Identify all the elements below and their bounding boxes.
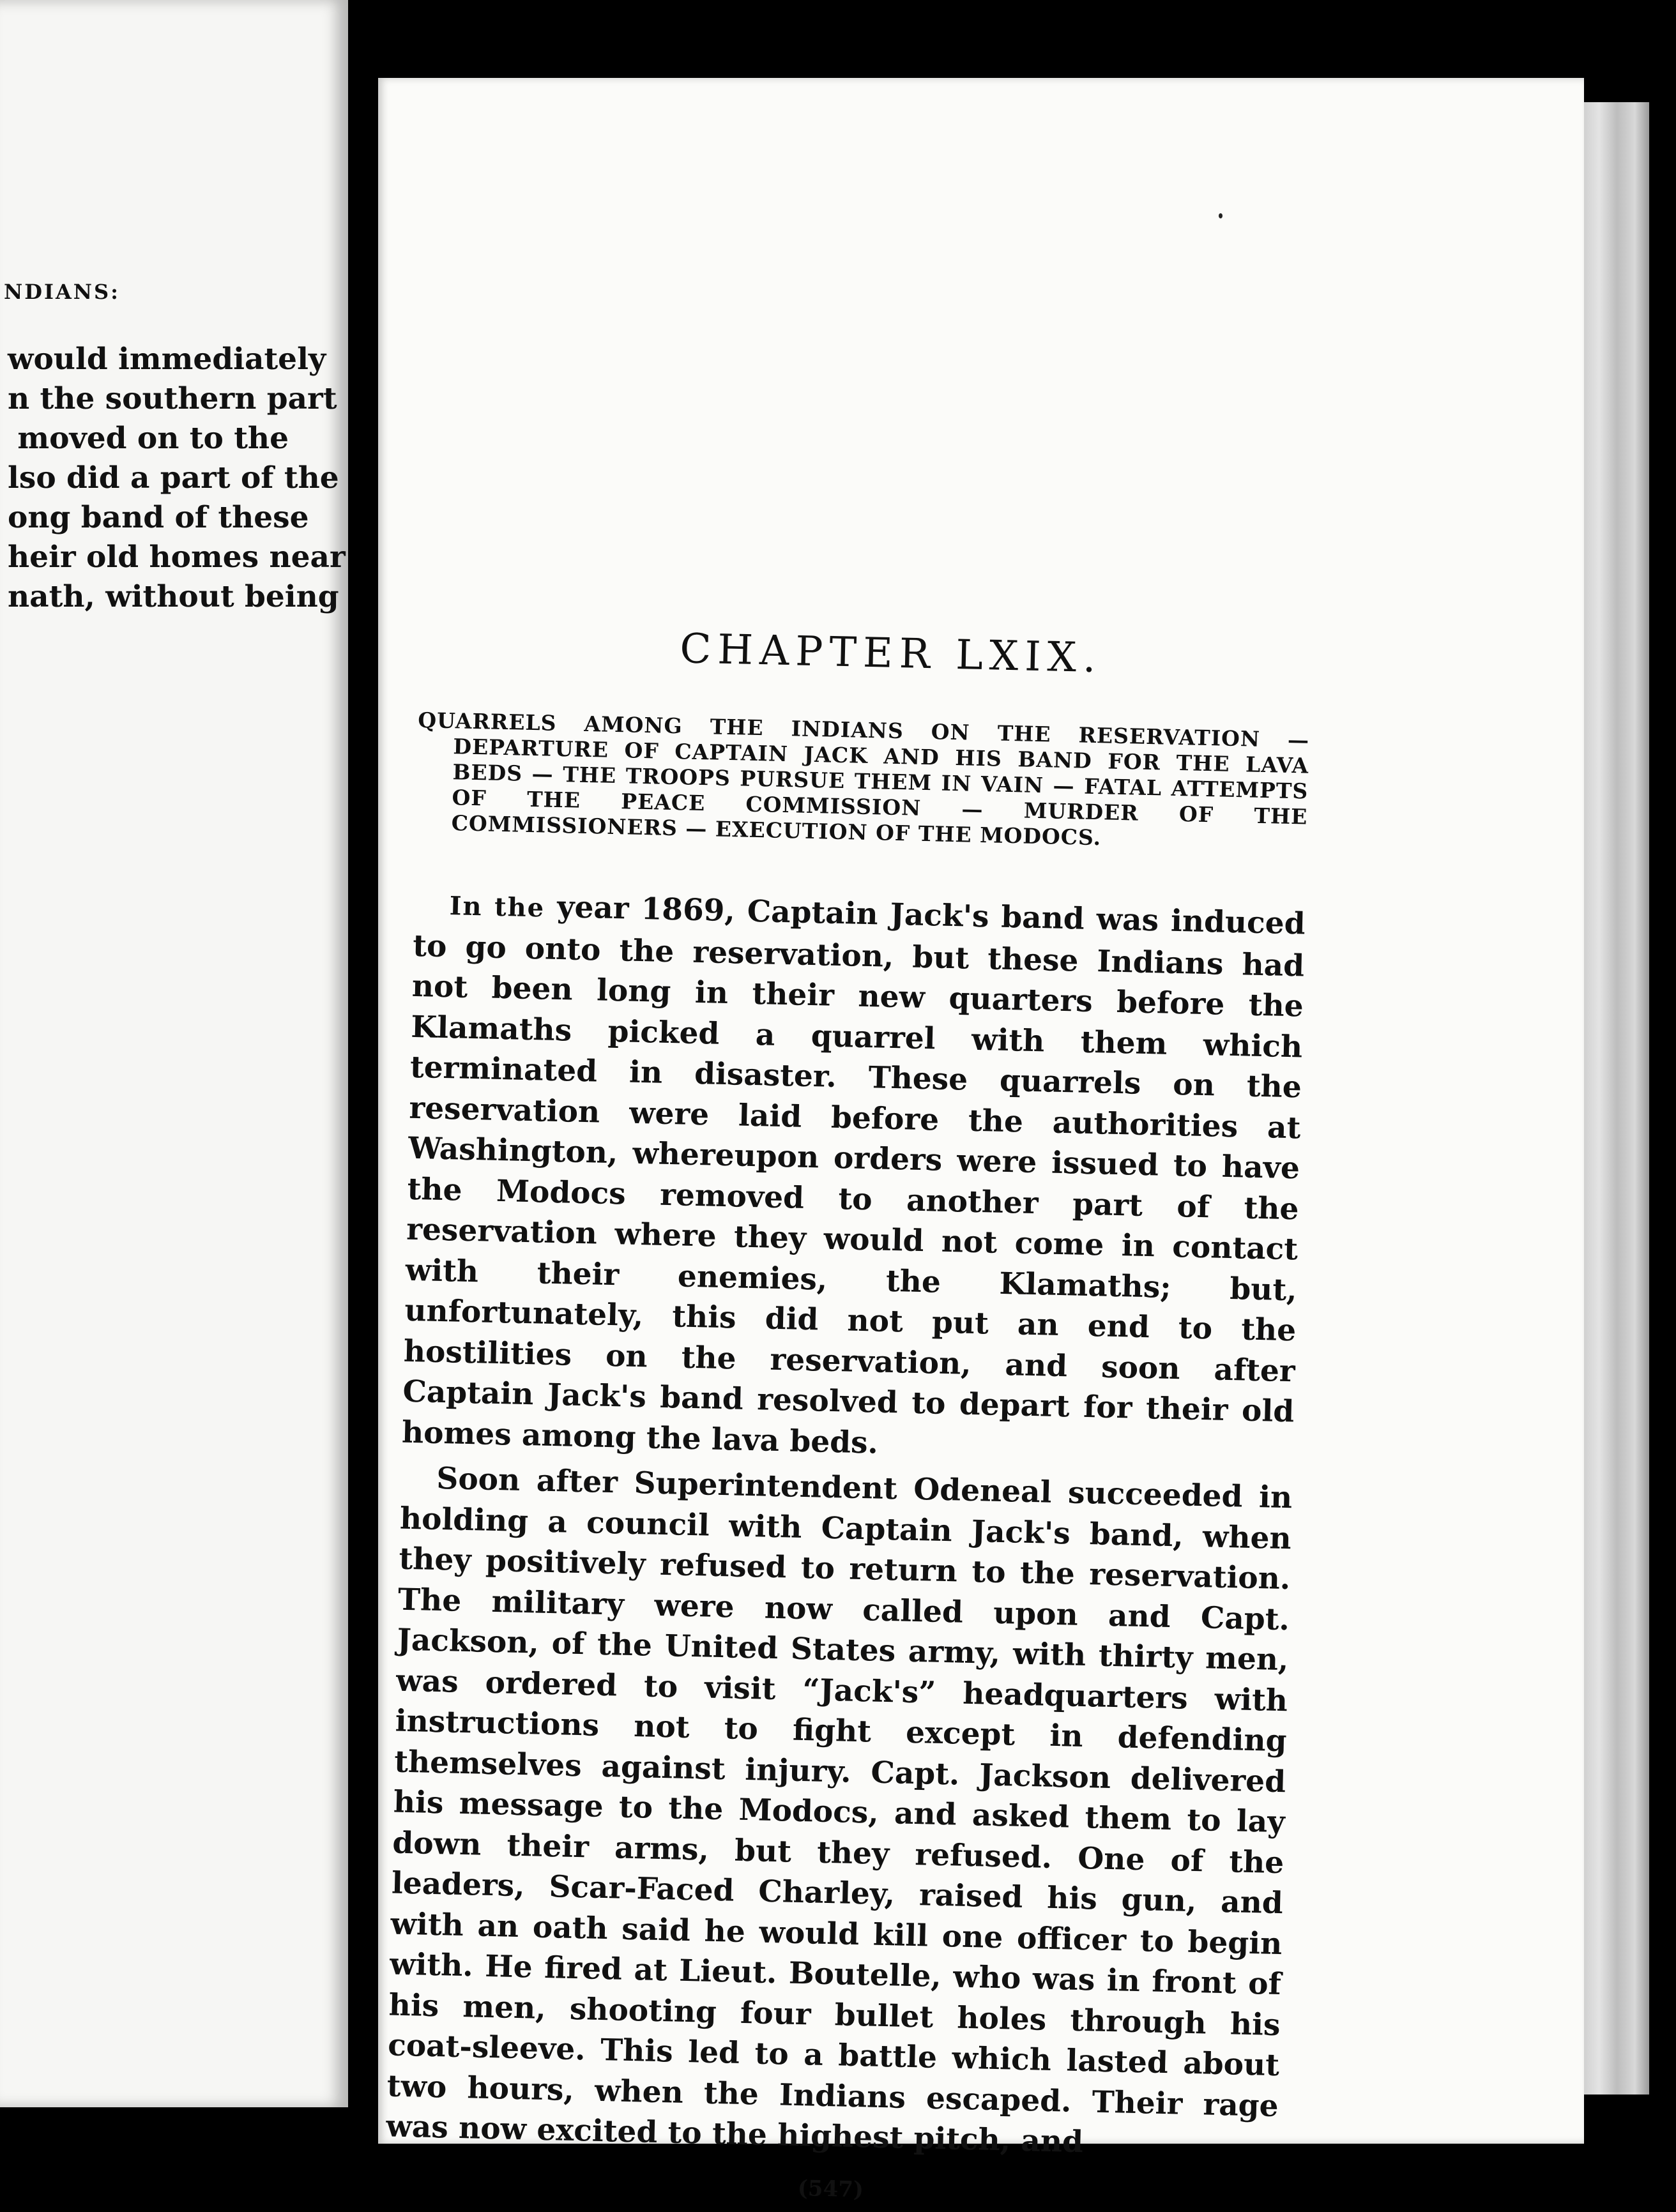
left-page	[0, 0, 348, 2107]
page-content	[385, 619, 1312, 2212]
page-stack-edge	[1578, 102, 1649, 2095]
left-page-text	[8, 340, 346, 617]
chapter-title: CHAPTER LXIX.	[679, 625, 1103, 683]
paragraph-lead-in: In the	[449, 891, 545, 923]
page-number: (547)	[797, 2175, 864, 2202]
left-text-line: ong band of these	[8, 500, 309, 535]
right-page	[378, 78, 1584, 2202]
left-running-header: NDIANS:	[4, 280, 120, 304]
left-text-line: heir old homes near	[8, 540, 346, 575]
body-paragraph	[401, 884, 1306, 1473]
left-text-line: moved on to the	[17, 421, 289, 456]
left-text-line: lso did a part of the	[8, 460, 339, 496]
chapter-summary: QUARRELS AMONG THE INDIANS ON THE RESERVATION — DEPARTURE OF CAPTAIN JACK AND HIS BAND FOR THE LAVA BEDS — THE TROOPS PURSUE THEM IN VAIN — FATAL ATTEMPTS OF THE PEACE COMMISSION — MURDER OF THE COMMISSIONERS — EXECUTION OF THE MODOCS.	[417, 707, 1310, 851]
left-text-line: n the southern part	[8, 381, 337, 416]
left-text-line: nath, without being	[8, 579, 339, 614]
paragraph-text: year 1869, Captain Jack's band was induced to go onto the reservation, but these Indians had not been long in their new quarters before the Klamaths picked a quarrel with them which terminated in disaster. These quarrels on the reservation were laid before the authorities at Washington, whereupon orders were issued to have the Modocs removed to another part of the reservation where they would not come in contact with their enemies, the Klamaths; but, unfortunately, this did not put an end to the hostilities on the reservation, and soon after Captain Jack's band resolved to depart for their old homes among the lava beds.	[401, 889, 1306, 1461]
print-speck	[1219, 213, 1223, 218]
body-paragraph	[386, 1458, 1293, 2167]
paragraph-text: Soon after Superintendent Odeneal succeeded in holding a council with Captain Jack's band, when they positively refused to return to the reservation. The military were now called upon and Capt. Jackson, of the United States army, with thirty men, was ordered to visit “Jack's” headquarters with instructions not to fight except in defending themselves against injury. Capt. Jackson delivered his message to the Modocs, and asked them to lay down their arms, but they refused. One of the leaders, Scar-Faced Charley, raised his gun, and with an oath said he would kill one officer to begin with. He fired at Lieut. Boutelle, who was in front of his men, shooting four bullet holes through his coat-sleeve. This led to a battle which lasted about two hours, when the Indians escaped. Their rage was now excited to the highest pitch, and	[385, 1460, 1293, 2160]
left-text-line: would immediately	[8, 342, 326, 377]
